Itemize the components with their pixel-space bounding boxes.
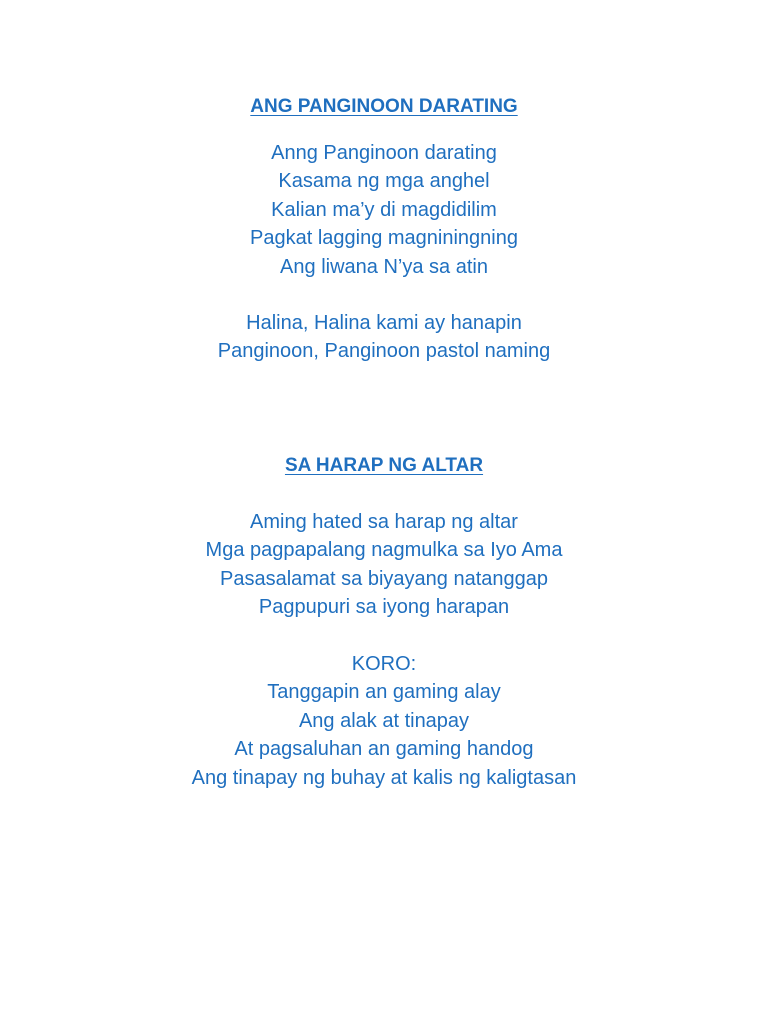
chorus-label: KORO: bbox=[351, 653, 417, 675]
lyric-line: Anng Panginoon darating bbox=[271, 142, 497, 164]
lyric-line: Pagkat lagging magniningning bbox=[250, 227, 518, 250]
song-title-ang-panginoon-darating: ANG PANGINOON DARATING bbox=[250, 96, 518, 117]
lyric-line: Aming hated sa harap ng altar bbox=[250, 511, 518, 533]
lyric-line: Tanggapin an gaming alay bbox=[267, 681, 501, 704]
lyric-line: Pasasalamat sa biyayang natanggap bbox=[219, 567, 548, 590]
song1-verse bbox=[0, 139, 768, 281]
lyric-line: Halina, Halina kami ay hanapin bbox=[246, 312, 522, 334]
song1-refrain bbox=[0, 309, 768, 366]
song-title-sa-harap-ng-altar: SA HARAP NG ALTAR bbox=[284, 455, 484, 476]
lyric-line: Panginoon, Panginoon pastol naming bbox=[217, 340, 551, 363]
song2-chorus bbox=[0, 650, 768, 792]
lyric-line: Ang liwana N’ya sa atin bbox=[280, 255, 488, 278]
lyric-line: Ang tinapay ng buhay at kalis ng kaligtasan bbox=[191, 766, 577, 789]
lyric-line: Ang alak at tinapay bbox=[298, 709, 470, 732]
lyric-line: Kalian ma’y di magdidilim bbox=[271, 198, 497, 221]
lyric-line: At pagsaluhan an gaming handog bbox=[234, 738, 534, 761]
lyric-line: Pagpupuri sa iyong harapan bbox=[258, 596, 510, 619]
lyric-line: Kasama ng mga anghel bbox=[278, 170, 490, 193]
lyric-line: Mga pagpapalang nagmulka sa Iyo Ama bbox=[205, 539, 563, 562]
song2-verse bbox=[0, 508, 768, 622]
